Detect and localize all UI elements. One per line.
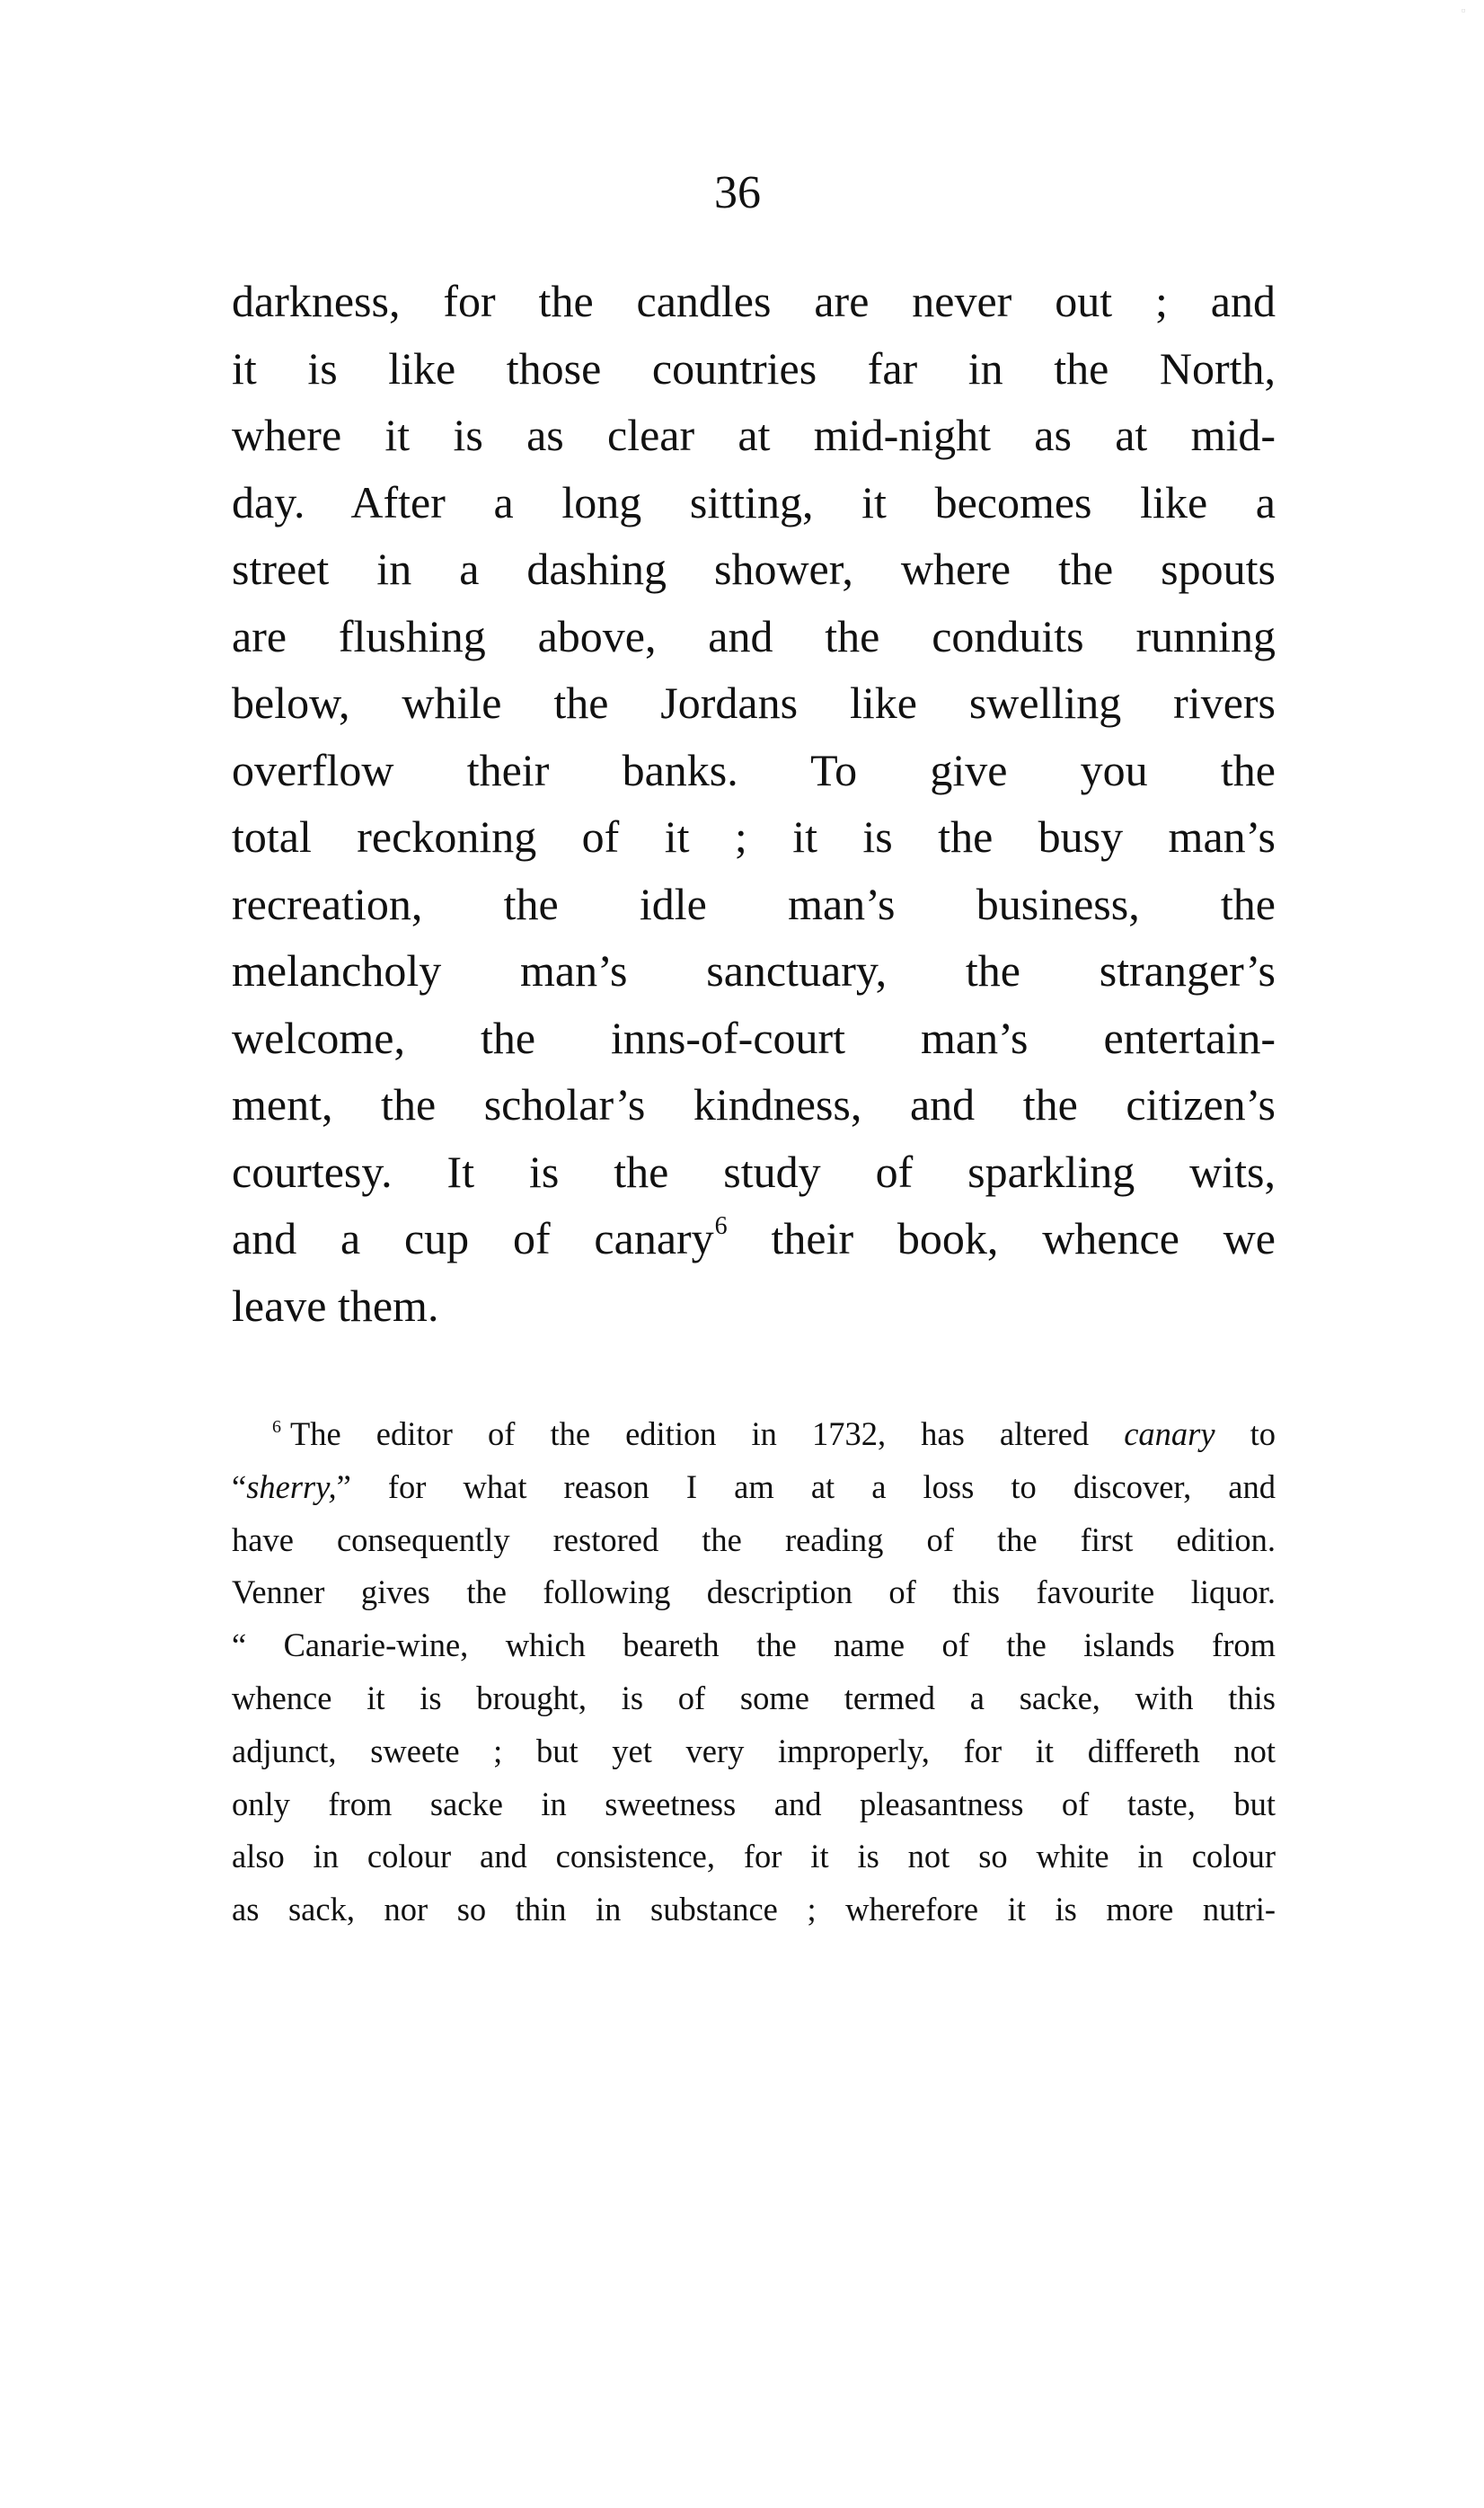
body-line: below, while the Jordans like swelling rivers: [232, 678, 1276, 728]
body-line: darkness, for the candles are never out ; and: [232, 276, 1276, 326]
body-line-text: their book, whence we: [727, 1213, 1276, 1263]
body-line: total reckoning of it ; it is the busy man’s: [232, 811, 1276, 862]
body-line: it is like those countries far in the North,: [232, 342, 1276, 394]
footnote-italic-text: sherry,: [246, 1467, 337, 1505]
footnote-text: ” for what reason I am at a loss to discover, and: [336, 1467, 1276, 1505]
page-number: 36: [714, 167, 761, 218]
body-line: courtesy. It is the study of sparkling wits,: [232, 1146, 1276, 1197]
footnote-line: as sack, nor so thin in substance ; wherefore it is more nutri-: [232, 1891, 1276, 1928]
corner-mark-icon: ▫: [1461, 4, 1466, 18]
body-line-with-footnote-ref: [232, 1205, 1276, 1272]
footnote-line: only from sacke in sweetness and pleasantness of taste, but: [232, 1785, 1276, 1822]
body-line: welcome, the inns-of-court man’s entertain-: [232, 1012, 1276, 1063]
footnote-line: also in colour and consistence, for it is not so white in colour: [232, 1838, 1276, 1875]
body-line: recreation, the idle man’s business, the: [232, 878, 1276, 929]
footnote-line: [232, 1461, 1276, 1514]
body-line: ment, the scholar’s kindness, and the citizen’s: [232, 1079, 1276, 1130]
footnote: [232, 1408, 1276, 1936]
body-line: overflow their banks. To give you the: [232, 744, 1276, 795]
footnote-line: “ Canarie-wine, which beareth the name of the islands from: [232, 1626, 1276, 1664]
footnote-marker: 6: [272, 1417, 281, 1437]
body-line-text: and a cup of canary: [232, 1213, 714, 1263]
body-line: leave them.: [232, 1280, 439, 1331]
body-line: are flushing above, and the conduits running: [232, 610, 1276, 661]
footnote-text: to: [1215, 1415, 1276, 1452]
body-text: [232, 268, 1276, 1339]
footnote-text: “: [232, 1467, 247, 1505]
footnote-reference[interactable]: 6: [714, 1212, 728, 1240]
footnote-text: The editor of the edition in 1732, has altered: [290, 1415, 1125, 1452]
body-line: day. After a long sitting, it becomes like a: [232, 476, 1276, 527]
footnote-italic-text: canary: [1124, 1415, 1215, 1452]
footnote-line: Venner gives the following description of this favourite liquor.: [232, 1573, 1276, 1611]
body-line: street in a dashing shower, where the spouts: [232, 544, 1276, 594]
footnote-line: adjunct, sweete ; but yet very improperly, for it differeth not: [232, 1732, 1276, 1769]
body-line: where it is as clear at mid-night as at mid-: [232, 410, 1276, 460]
footnote-line: whence it is brought, is of some termed a sacke, with this: [232, 1679, 1276, 1716]
body-line: melancholy man’s sanctuary, the stranger’s: [232, 945, 1276, 996]
footnote-line: have consequently restored the reading of the first edition.: [232, 1520, 1276, 1558]
footnote-line: [232, 1408, 1276, 1461]
